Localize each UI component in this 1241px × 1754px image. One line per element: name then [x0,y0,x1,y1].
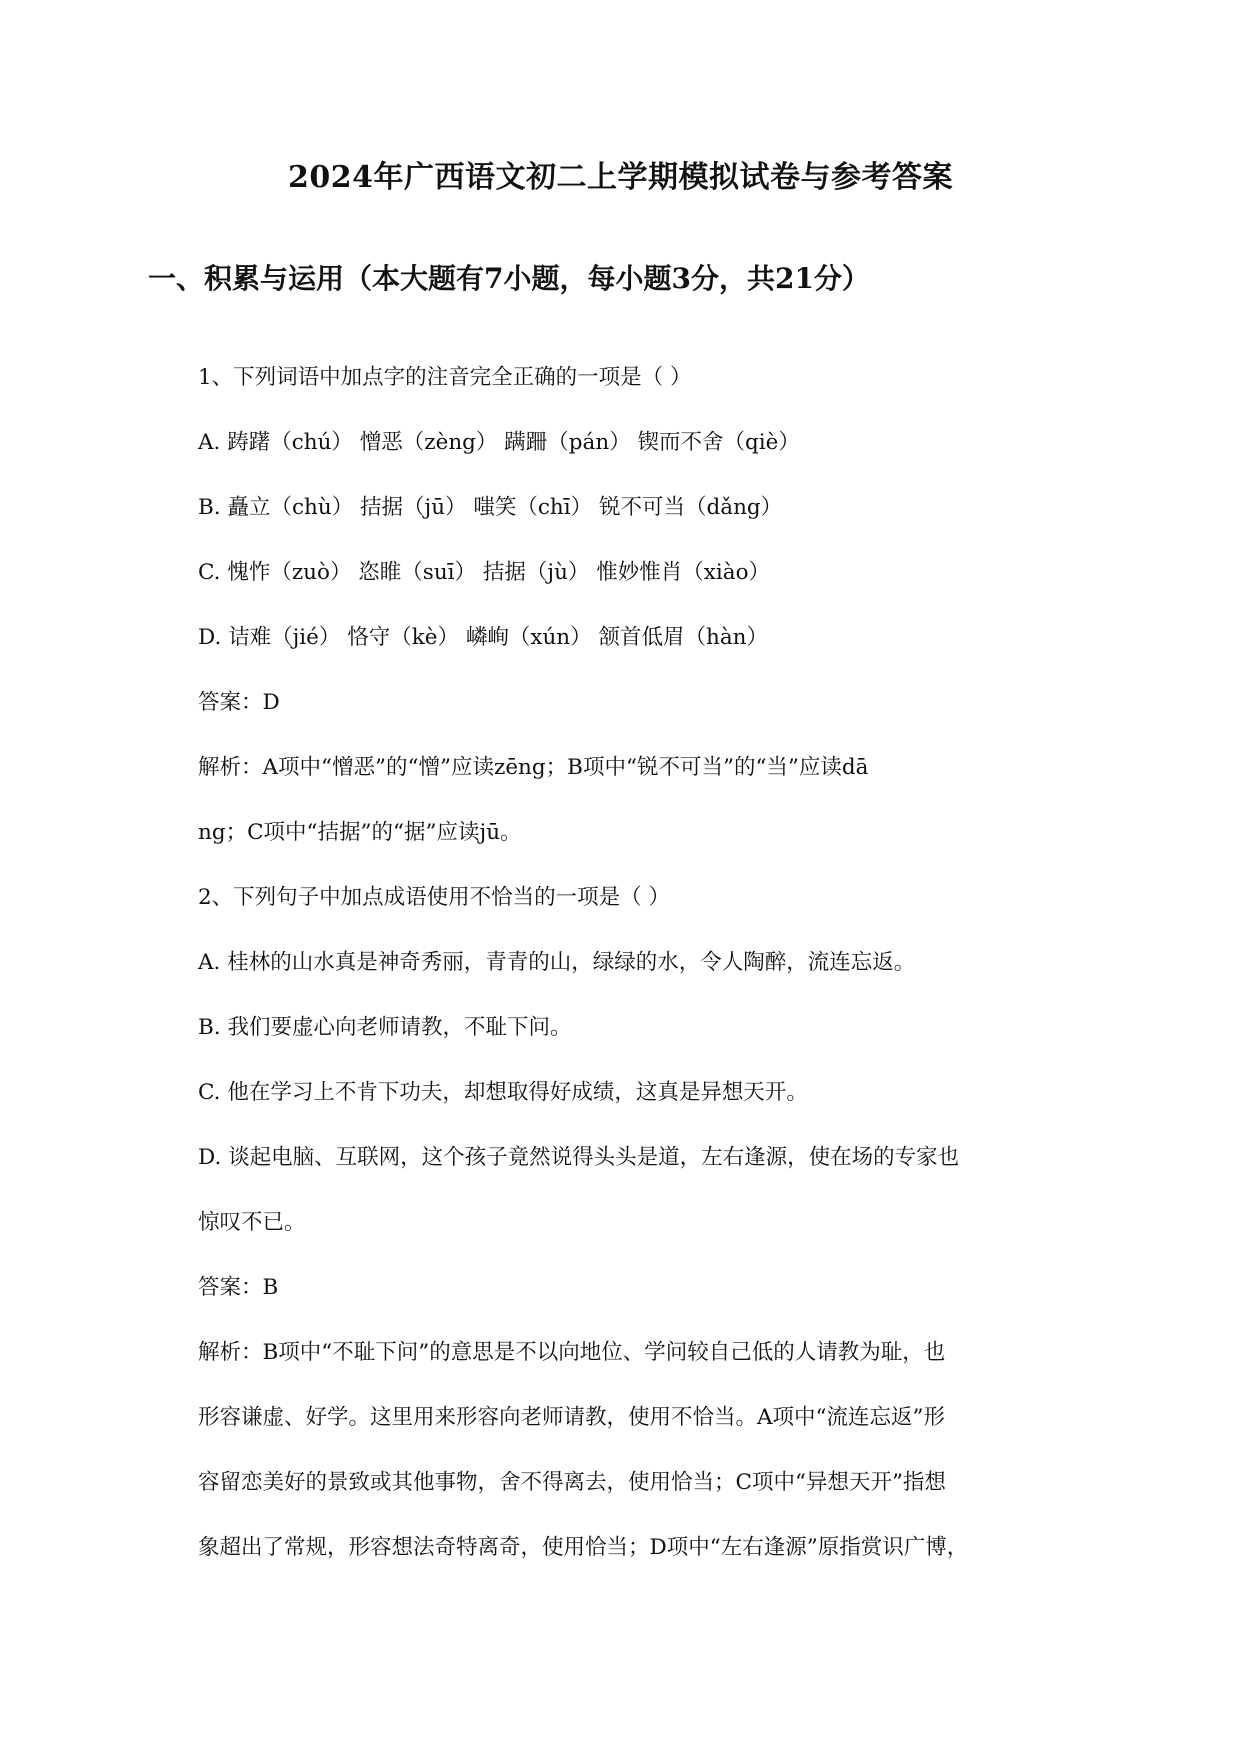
question-2-option-d-continued: 惊叹不已。 [198,1210,306,1235]
document-title: 2024年广西语文初二上学期模拟试卷与参考答案 [288,160,953,195]
question-1-option-c: C. 愧怍（zuò） 恣睢（suī） 拮据（jù） 惟妙惟肖（xiào） [198,560,771,585]
question-2-analysis-line: 解析：B项中“不耻下问”的意思是不以向地位、学问较自己低的人请教为耻，也 [198,1340,946,1365]
question-1-stem: 1、下列词语中加点字的注音完全正确的一项是（ ） [198,365,692,390]
question-2-stem: 2、下列句子中加点成语使用不恰当的一项是（ ） [198,885,671,910]
question-1-option-b: B. 矗立（chù） 拮据（jū） 嗤笑（chī） 锐不可当（dǎng） [198,495,783,520]
question-1-option-d: D. 诘难（jié） 恪守（kè） 嶙峋（xún） 颔首低眉（hàn） [198,625,768,650]
question-2-option-a: A. 桂林的山水真是神奇秀丽，青青的山，绿绿的水，令人陶醉，流连忘返。 [198,950,916,975]
question-1-analysis-line: 解析：A项中“憎恶”的“憎”应读zēng；B项中“锐不可当”的“当”应读dā [198,755,869,780]
questions-body [198,345,1088,1580]
question-2-analysis-line: 象超出了常规，形容想法奇特离奇，使用恰当；D项中“左右逢源”原指赏识广博， [198,1535,969,1560]
question-2-analysis-line: 形容谦虚、好学。这里用来形容向老师请教，使用不恰当。A项中“流连忘返”形 [198,1405,946,1430]
question-2-option-c: C. 他在学习上不肯下功夫，却想取得好成绩，这真是异想天开。 [198,1080,808,1105]
question-1-answer: 答案：D [198,690,280,715]
question-1-analysis-line: ng；C项中“拮据”的“据”应读jū。 [198,820,522,845]
question-2-option-d: D. 谈起电脑、互联网，这个孩子竟然说得头头是道，左右逢源，使在场的专家也 [198,1145,960,1170]
question-2-answer: 答案：B [198,1275,279,1300]
question-1-option-a: A. 踌躇（chú） 憎恶（zèng） 蹒跚（pán） 锲而不舍（qiè） [198,430,800,455]
question-2-analysis-line: 容留恋美好的景致或其他事物，舍不得离去，使用恰当；C项中“异想天开”指想 [198,1470,946,1495]
section-heading: 一、积累与运用（本大题有7小题，每小题3分，共21分） [148,262,870,295]
question-2-option-b: B. 我们要虚心向老师请教，不耻下问。 [198,1015,572,1040]
